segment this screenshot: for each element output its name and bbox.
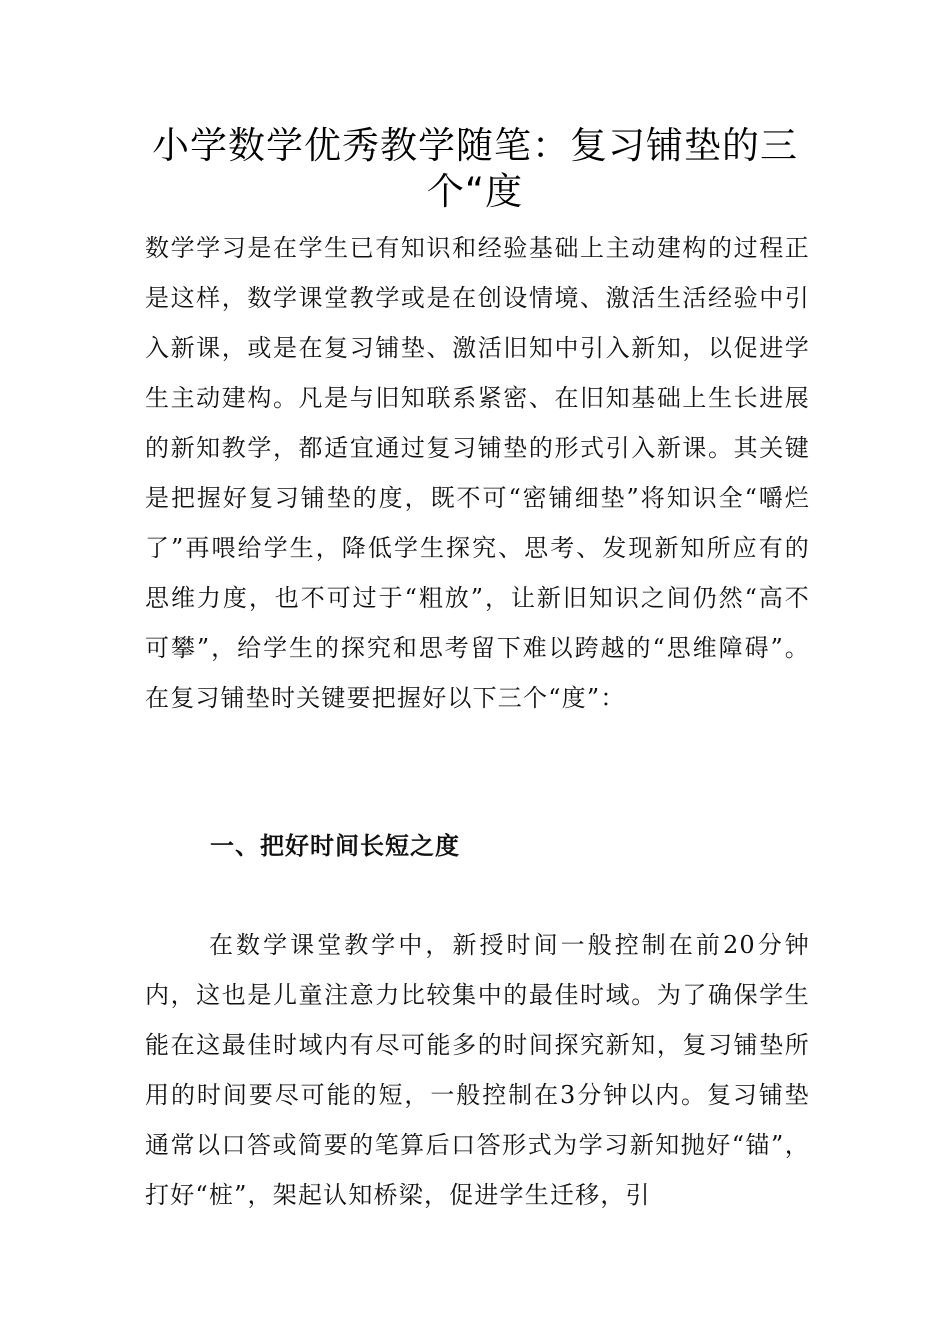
section-heading: 一、把好时间长短之度	[210, 831, 460, 860]
document-title: 小学数学优秀教学随笔：复习铺垫的三个“度	[152, 124, 798, 213]
section-paragraph: 在数学课堂教学中，新授时间一般控制在前20分钟内，这也是儿童注意力比较集中的最佳时域。为了确保学生能在这最佳时域内有尽可能多的时间探究新知，复习铺垫所用的时间要尽可能的短，一般控制在3分钟以内。复习铺垫通常以口答或简要的笔算后口答形式为学习新知抛好“锚”，打好“桩”，架起认知桥梁，促进学生迁移，引	[145, 931, 810, 1209]
intro-paragraph: 数学学习是在学生已有知识和经验基础上主动建构的过程正是这样，数学课堂教学或是在创设情境、激活生活经验中引入新课，或是在复习铺垫、激活旧知中引入新知，以促进学生主动建构。凡是与旧知联系紧密、在旧知基础上生长进展的新知教学，都适宜通过复习铺垫的形式引入新课。其关键是把握好复习铺垫的度，既不可“密铺细垫”将知识全“嚼烂了”再喂给学生，降低学生探究、思考、发现新知所应有的思维力度，也不可过于“粗放”，让新旧知识之间仍然“高不可攀”，给学生的探究和思考留下难以跨越的“思维障碍”。在复习铺垫时关键要把握好以下三个“度”：	[145, 234, 810, 712]
